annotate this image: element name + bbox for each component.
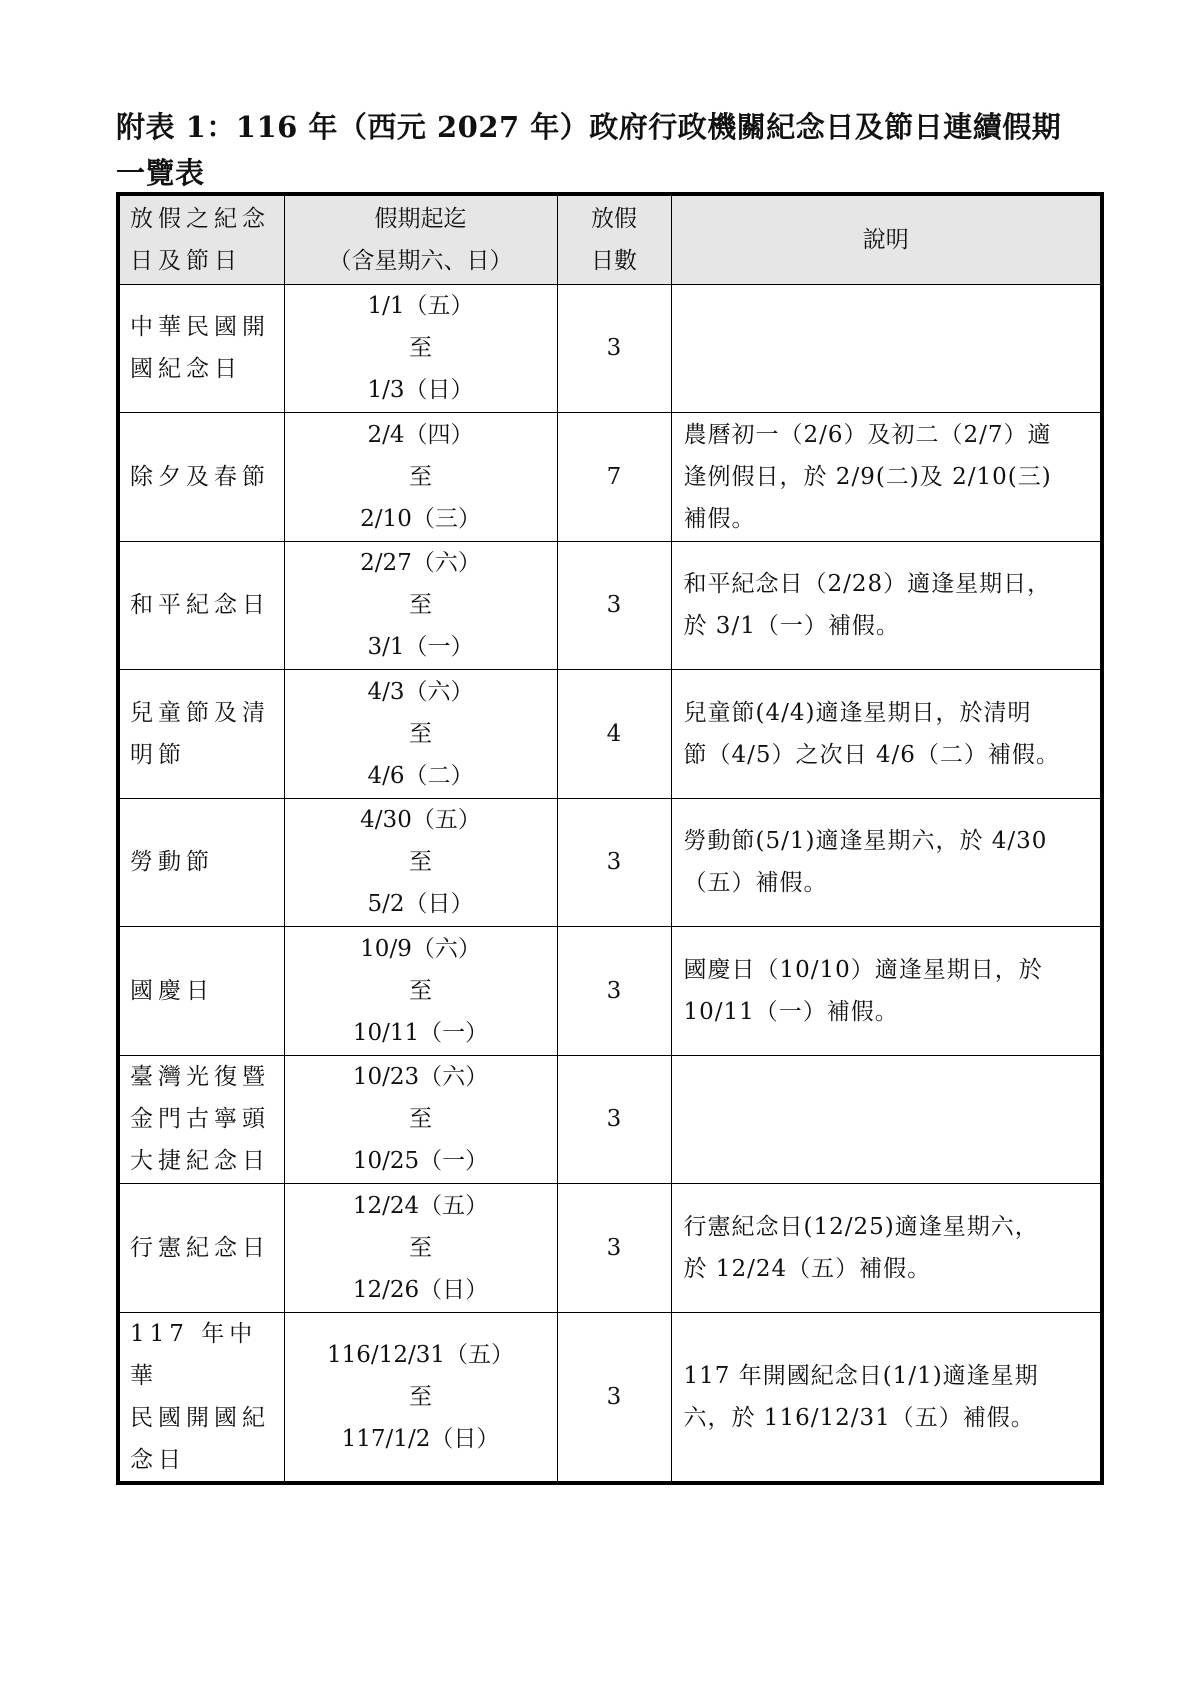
holiday-name-cell (118, 1055, 284, 1184)
end-date: 4/6（二） (367, 762, 474, 789)
note-line: 和平紀念日（2/28）適逢星期日， (683, 571, 1052, 598)
holiday-name-line: 金門古寧頭 (130, 1106, 270, 1133)
note-cell (671, 927, 1102, 1056)
note-line: 行憲紀念日(12/25)適逢星期六， (683, 1213, 1039, 1240)
days-count: 4 (557, 670, 671, 799)
table-row (118, 798, 1102, 927)
end-date: 10/25（一） (352, 1148, 489, 1175)
table-row (118, 1055, 1102, 1184)
note-cell (671, 1055, 1102, 1184)
end-date: 12/26（日） (352, 1276, 489, 1303)
start-date: 10/9（六） (360, 935, 481, 962)
note-line: 逢例假日，於 2/9(二)及 2/10(三) (683, 463, 1052, 490)
holiday-name-line: 大捷紀念日 (130, 1148, 270, 1175)
start-date: 2/27（六） (360, 550, 481, 577)
holiday-name-line: 國慶日 (130, 977, 214, 1004)
holiday-name-cell (118, 541, 284, 670)
table-row (118, 541, 1102, 670)
holiday-name-line: 117 年中華 (130, 1320, 258, 1389)
note-line: 於 3/1（一）補假。 (683, 613, 900, 640)
holiday-name-line: 勞動節 (130, 849, 214, 876)
header-period: 假期起迄 （含星期六、日） (284, 194, 557, 284)
start-date: 12/24（五） (352, 1192, 489, 1219)
note-line: 國慶日（10/10）適逢星期日，於 (683, 956, 1043, 983)
days-count: 3 (557, 284, 671, 413)
note-cell (671, 1184, 1102, 1313)
start-date: 116/12/31（五） (327, 1341, 514, 1368)
holiday-name-cell (118, 284, 284, 413)
holiday-name-cell (118, 670, 284, 799)
holiday-name-cell (118, 413, 284, 542)
date-range-cell (284, 413, 557, 542)
note-cell (671, 284, 1102, 413)
note-line: 六，於 116/12/31（五）補假。 (683, 1404, 1035, 1431)
date-range-cell (284, 1312, 557, 1483)
days-count: 3 (557, 798, 671, 927)
holiday-name-line: 中華民國開 (130, 314, 270, 341)
range-separator: 至 (409, 592, 432, 619)
header-holiday: 放假之紀念 日及節日 (118, 194, 284, 284)
note-cell (671, 1312, 1102, 1483)
days-count: 3 (557, 1312, 671, 1483)
holiday-name-line: 和平紀念日 (130, 592, 270, 619)
date-range-cell (284, 670, 557, 799)
range-separator: 至 (409, 977, 432, 1004)
holiday-name-line: 除夕及春節 (130, 463, 270, 490)
date-range-cell (284, 284, 557, 413)
note-line: 10/11（一）補假。 (683, 998, 899, 1025)
holiday-name-cell (118, 1184, 284, 1313)
note-line: （五）補假。 (683, 870, 828, 897)
start-date: 4/3（六） (367, 678, 474, 705)
holiday-name-line: 行憲紀念日 (130, 1234, 270, 1261)
table-row (118, 1312, 1102, 1483)
days-count: 3 (557, 1055, 671, 1184)
title-line-2: 一覽表 (116, 156, 205, 190)
end-date: 10/11（一） (352, 1019, 489, 1046)
end-date: 3/1（一） (367, 634, 474, 661)
note-line: 兒童節(4/4)適逢星期日，於清明 (683, 699, 1032, 726)
note-line: 勞動節(5/1)適逢星期六，於 4/30 (683, 828, 1048, 855)
days-count: 3 (557, 541, 671, 670)
document-title (116, 104, 1106, 196)
table-row (118, 670, 1102, 799)
holiday-name-line: 國紀念日 (130, 356, 242, 383)
holiday-name-line: 念日 (130, 1446, 186, 1473)
table-row (118, 284, 1102, 413)
title-line-1: 附表 1：116 年（西元 2027 年）政府行政機關紀念日及節日連續假期 (116, 110, 1062, 144)
note-cell (671, 798, 1102, 927)
end-date: 5/2（日） (367, 891, 474, 918)
range-separator: 至 (409, 335, 432, 362)
days-count: 3 (557, 1184, 671, 1313)
table-body (118, 284, 1102, 1483)
date-range-cell (284, 541, 557, 670)
note-cell (671, 541, 1102, 670)
table-row (118, 1184, 1102, 1313)
range-separator: 至 (409, 463, 432, 490)
holiday-name-line: 民國開國紀 (130, 1404, 270, 1431)
end-date: 2/10（三） (360, 505, 481, 532)
range-separator: 至 (409, 849, 432, 876)
holiday-name-line: 兒童節及清 (130, 699, 270, 726)
holiday-name-cell (118, 798, 284, 927)
note-cell (671, 670, 1102, 799)
holiday-name-line: 臺灣光復暨 (130, 1064, 270, 1091)
date-range-cell (284, 1184, 557, 1313)
note-line: 補假。 (683, 505, 756, 532)
table-header-row (118, 194, 1102, 284)
holiday-table (116, 192, 1104, 1485)
note-line: 農曆初一（2/6）及初二（2/7）適 (683, 421, 1052, 448)
holiday-name-cell (118, 1312, 284, 1483)
start-date: 1/1（五） (367, 293, 474, 320)
header-note: 說明 (671, 194, 1102, 284)
note-line: 117 年開國紀念日(1/1)適逢星期 (683, 1362, 1039, 1389)
table-row (118, 413, 1102, 542)
holiday-name-cell (118, 927, 284, 1056)
range-separator: 至 (409, 1234, 432, 1261)
header-days: 放假 日數 (557, 194, 671, 284)
note-cell (671, 413, 1102, 542)
range-separator: 至 (409, 1106, 432, 1133)
start-date: 10/23（六） (352, 1064, 489, 1091)
holiday-name-line: 明節 (130, 741, 186, 768)
days-count: 7 (557, 413, 671, 542)
date-range-cell (284, 927, 557, 1056)
end-date: 1/3（日） (367, 377, 474, 404)
start-date: 4/30（五） (360, 807, 481, 834)
days-count: 3 (557, 927, 671, 1056)
range-separator: 至 (409, 1383, 432, 1410)
note-line: 於 12/24（五）補假。 (683, 1255, 932, 1282)
note-line: 節（4/5）之次日 4/6（二）補假。 (683, 741, 1060, 768)
range-separator: 至 (409, 720, 432, 747)
date-range-cell (284, 798, 557, 927)
start-date: 2/4（四） (367, 421, 474, 448)
table-row (118, 927, 1102, 1056)
end-date: 117/1/2（日） (341, 1425, 500, 1452)
date-range-cell (284, 1055, 557, 1184)
